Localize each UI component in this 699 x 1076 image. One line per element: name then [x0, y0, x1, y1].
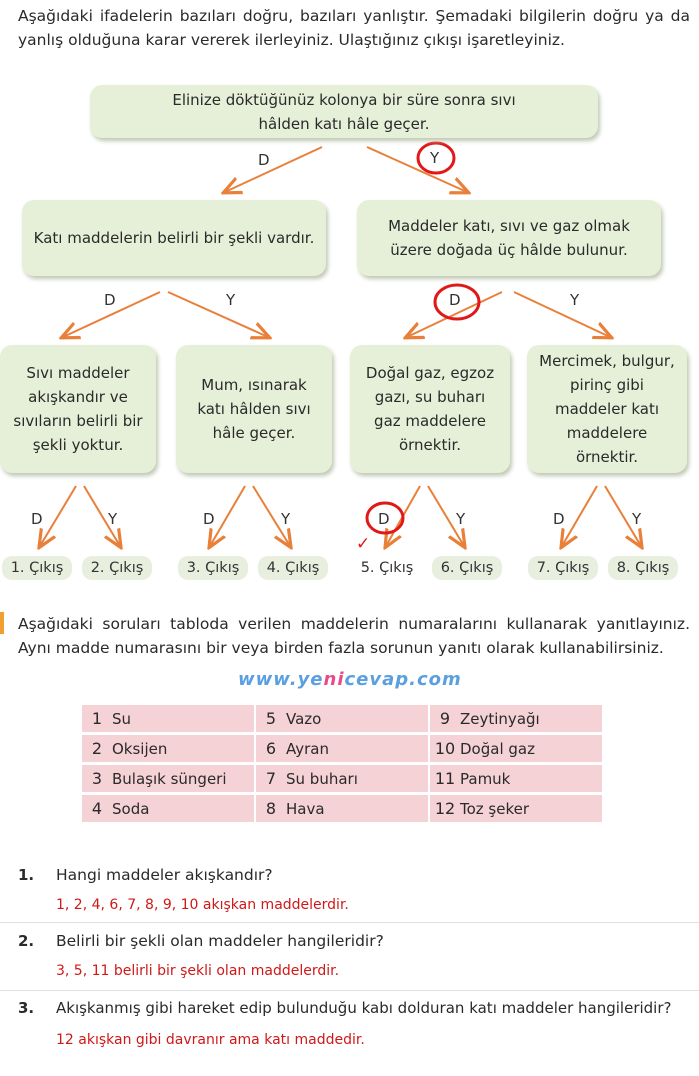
tree-box-grains: [527, 345, 687, 473]
material-name: Su buharı: [286, 770, 358, 788]
material-cell: [82, 735, 254, 762]
material-cell: [256, 795, 428, 822]
label-d: D: [553, 510, 565, 528]
material-name: Pamuk: [460, 770, 511, 788]
label-y: Y: [430, 149, 440, 167]
tree-box-gases: [350, 345, 510, 473]
tree-box-liquids: [0, 345, 156, 473]
question-text: Akışkanmış gibi hareket edip bulunduğu kabı dolduran katı maddeler hangileridir?: [56, 999, 672, 1017]
label-y: Y: [281, 510, 291, 528]
label-d: D: [31, 510, 43, 528]
section-accent-bar: [0, 612, 4, 634]
label-y: Y: [632, 510, 642, 528]
tree-box-text: Katı maddelerin belirli bir şekli vardır.: [33, 229, 315, 247]
arrow-l2a-y: [168, 292, 268, 337]
label-d: D: [203, 510, 215, 528]
material-num: 5: [265, 709, 277, 728]
question-text: Hangi maddeler akışkandır?: [56, 866, 273, 884]
tree-box-candle: [176, 345, 332, 473]
tree-box-three-states: [357, 200, 661, 276]
material-num: 2: [91, 739, 103, 758]
material-cell: [256, 705, 428, 732]
exit-1: 1. Çıkış: [2, 556, 72, 580]
intro-text: Aşağıdaki ifadelerin bazıları doğru, bazıları yanlıştır. Şemadaki bilgilerin doğru ya da yanlış olduğuna karar vererek ilerleyiniz. Ulaştığınız çıkışı işaretleyiniz.: [18, 7, 690, 49]
divider: [0, 922, 699, 923]
tree-box-text: Sıvı maddeler akışkandır ve sıvıların belirli bir şekli yoktur.: [13, 364, 143, 454]
material-cell: [430, 705, 602, 732]
material-cell: [256, 765, 428, 792]
arrow-l2b-y: [514, 292, 610, 337]
exit-4: 4. Çıkış: [258, 556, 328, 580]
tree-box-text: Maddeler katı, sıvı ve gaz olmak üzere doğada üç hâlde bulunur.: [388, 217, 630, 259]
material-num: 11: [434, 769, 456, 788]
material-cell: [256, 735, 428, 762]
material-cell: [82, 765, 254, 792]
arrow-exit1: [40, 486, 76, 546]
section2-instructions: Aşağıdaki soruları tabloda verilen maddelerin numaralarını kullanarak yanıtlayınız. Aynı madde numarasını bir veya birden fazla sorunun yanıtı olarak kullanabilirsiniz.: [18, 615, 690, 657]
arrow-exit3: [210, 486, 245, 546]
question-number: 3.: [18, 999, 35, 1017]
exit-6: 6. Çıkış: [432, 556, 502, 580]
material-name: Zeytinyağı: [460, 710, 540, 728]
material-num: 4: [91, 799, 103, 818]
answer-text: 1, 2, 4, 6, 7, 8, 9, 10 akışkan maddelerdir.: [56, 897, 349, 913]
exit-8: 8. Çıkış: [608, 556, 678, 580]
label-y: Y: [226, 291, 236, 309]
exit-7: 7. Çıkış: [528, 556, 598, 580]
material-cell: [82, 705, 254, 732]
check-mark: ✓: [356, 534, 371, 554]
tree-box-text: Mercimek, bulgur, pirinç gibi maddeler katı maddelere örnektir.: [539, 352, 675, 466]
material-name: Su: [112, 710, 132, 728]
arrow-root-d: [225, 147, 322, 192]
exit-5: 5. Çıkış: [360, 560, 414, 576]
material-num: 12: [434, 799, 456, 818]
label-d: D: [378, 510, 390, 528]
tree-box-text: Doğal gaz, egzoz gazı, su buharı gaz maddelere örnektir.: [365, 364, 495, 454]
question-number: 1.: [18, 866, 35, 884]
material-name: Doğal gaz: [460, 740, 535, 758]
arrow-exit7: [562, 486, 597, 546]
tree-root-text: Elinize döktüğünüz kolonya bir süre sonra sıvı hâlden katı hâle geçer.: [172, 90, 516, 133]
label-d: D: [104, 291, 116, 309]
label-d: D: [449, 291, 461, 309]
answer-text: 3, 5, 11 belirli bir şekli olan maddelerdir.: [56, 963, 340, 979]
material-cell: [430, 795, 602, 822]
tree-root-box: [90, 85, 598, 138]
material-name: Hava: [286, 800, 325, 818]
material-cell: [430, 765, 602, 792]
material-name: Ayran: [286, 740, 329, 758]
materials-table: [80, 702, 604, 825]
divider: [0, 990, 699, 991]
material-num: 9: [439, 709, 451, 728]
label-y: Y: [456, 510, 466, 528]
material-name: Soda: [112, 800, 150, 818]
material-num: 3: [91, 769, 103, 788]
label-y: Y: [570, 291, 580, 309]
material-num: 1: [91, 709, 103, 728]
answer-text: 12 akışkan gibi davranır ama katı maddedir.: [56, 1032, 365, 1048]
material-num: 8: [265, 799, 277, 818]
material-name: Oksijen: [112, 740, 168, 758]
material-name: Vazo: [286, 710, 322, 728]
question-number: 2.: [18, 932, 35, 950]
tree-box-solid-shape: [22, 200, 326, 276]
material-num: 10: [434, 739, 456, 758]
exit-3: 3. Çıkış: [178, 556, 248, 580]
question-text: Belirli bir şekli olan maddeler hangileridir?: [56, 932, 384, 950]
material-name: Bulaşık süngeri: [112, 770, 227, 788]
material-num: 6: [265, 739, 277, 758]
material-cell: [430, 735, 602, 762]
exit-2: 2. Çıkış: [82, 556, 152, 580]
material-num: 7: [265, 769, 277, 788]
label-y: Y: [108, 510, 118, 528]
tree-box-text: Mum, ısınarak katı hâlden sıvı hâle geçer.: [197, 376, 311, 442]
label-d: D: [258, 151, 270, 169]
material-name: Toz şeker: [460, 800, 530, 818]
material-cell: [82, 795, 254, 822]
watermark: www.yenicevap.com: [238, 669, 462, 690]
